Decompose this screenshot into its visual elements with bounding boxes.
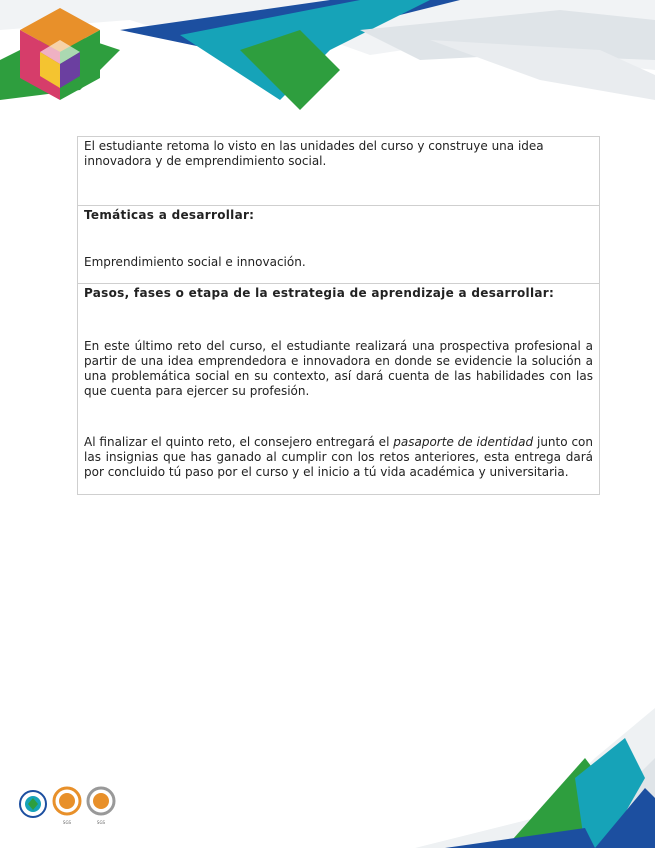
steps-paragraph-2 bbox=[84, 435, 593, 480]
steps-heading: Pasos, fases o etapa de la estrategia de aprendizaje a desarrollar: bbox=[84, 286, 555, 300]
paragraph-2-lead: Al finalizar el quinto reto, el consejero entregará el bbox=[84, 435, 394, 449]
passport-emphasis: pasaporte de identidad bbox=[393, 435, 534, 449]
paragraph-2-tail: junto con las insignias que has ganado al cumplir con los retos anteriores, esta entrega dará por concluido tú paso por el curso y el inicio a tú vida académica y universitaria. bbox=[84, 435, 593, 479]
content-table bbox=[77, 136, 600, 495]
certification-1-icon bbox=[18, 789, 48, 819]
logo-2-label: SGS bbox=[62, 820, 72, 825]
logo-2 bbox=[52, 786, 82, 825]
logo-3-label: SGS bbox=[96, 820, 106, 825]
logo-1 bbox=[18, 789, 48, 823]
certification-3-icon bbox=[86, 786, 116, 816]
steps-paragraph-1: En este último reto del curso, el estudiante realizará una prospectiva profesional a partir de una idea emprendedora e innovadora en donde se evidencie la solución a una problemática social en su contexto, así dará cuenta de las habilidades con las que cuenta para ejercer su profesión. bbox=[84, 339, 593, 398]
header-banner bbox=[0, 0, 655, 120]
certification-2-icon bbox=[52, 786, 82, 816]
certification-logos bbox=[18, 786, 116, 825]
intro-text: El estudiante retoma lo visto en las unidades del curso y construye una idea innovadora y de emprendimiento social. bbox=[84, 139, 544, 168]
intro-cell bbox=[78, 137, 599, 206]
topics-heading: Temáticas a desarrollar: bbox=[84, 208, 255, 222]
topics-cell bbox=[78, 206, 599, 284]
logo-3 bbox=[86, 786, 116, 825]
footer-banner bbox=[355, 698, 655, 848]
topics-text: Emprendimiento social e innovación. bbox=[84, 255, 306, 269]
steps-cell bbox=[78, 284, 599, 494]
